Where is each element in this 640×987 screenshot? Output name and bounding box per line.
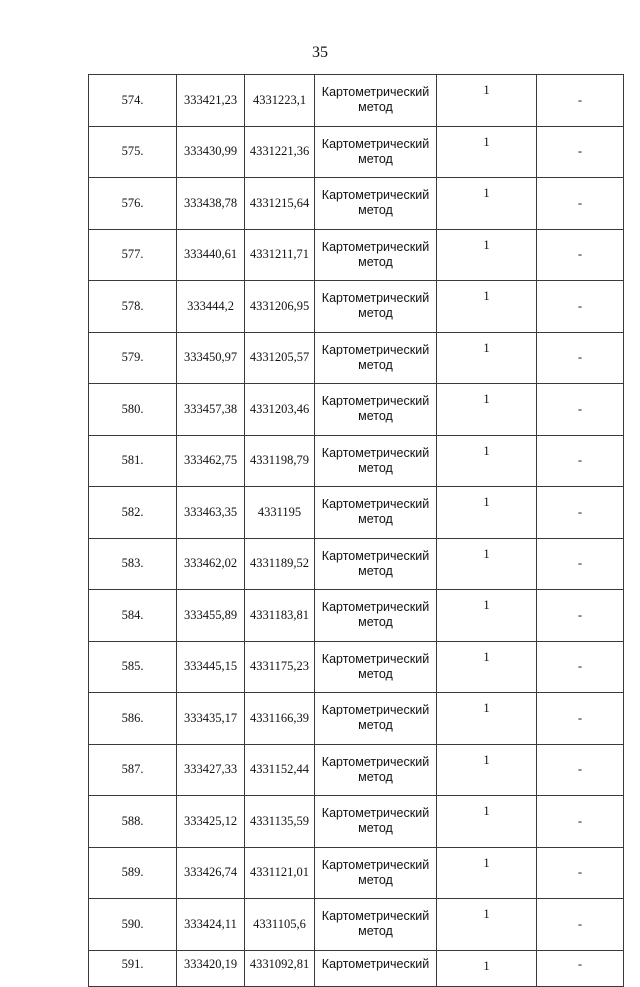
description-cell: - — [537, 847, 624, 899]
description-cell: - — [537, 75, 624, 127]
table-row — [89, 178, 624, 230]
x-coordinate-cell: 333426,74 — [177, 847, 245, 899]
page-number: 35 — [312, 44, 328, 61]
table-row — [89, 487, 624, 539]
x-coordinate-cell: 333455,89 — [177, 590, 245, 642]
method-cell: Картометрический метод — [315, 332, 437, 384]
method-cell: Картометрический метод — [315, 281, 437, 333]
table-row — [89, 538, 624, 590]
description-cell: - — [537, 435, 624, 487]
x-coordinate-cell: 333463,35 — [177, 487, 245, 539]
y-coordinate-cell: 4331198,79 — [245, 435, 315, 487]
x-coordinate-cell: 333421,23 — [177, 75, 245, 127]
y-coordinate-cell: 4331203,46 — [245, 384, 315, 436]
accuracy-cell: 1 — [437, 229, 537, 281]
accuracy-cell: 1 — [437, 75, 537, 127]
point-number-cell: 591. — [89, 950, 177, 986]
accuracy-cell: 1 — [437, 950, 537, 986]
x-coordinate-cell: 333462,75 — [177, 435, 245, 487]
point-number-cell: 589. — [89, 847, 177, 899]
method-cell: Картометрический метод — [315, 126, 437, 178]
point-number-cell: 583. — [89, 538, 177, 590]
method-cell: Картометрический метод — [315, 641, 437, 693]
y-coordinate-cell: 4331215,64 — [245, 178, 315, 230]
y-coordinate-cell: 4331205,57 — [245, 332, 315, 384]
method-cell: Картометрический метод — [315, 384, 437, 436]
method-cell: Картометрический метод — [315, 899, 437, 951]
coordinates-table — [88, 74, 624, 987]
description-cell: - — [537, 281, 624, 333]
point-number-cell: 588. — [89, 796, 177, 848]
method-cell: Картометрический метод — [315, 178, 437, 230]
table-row — [89, 796, 624, 848]
table-row — [89, 641, 624, 693]
point-number-cell: 578. — [89, 281, 177, 333]
point-number-cell: 579. — [89, 332, 177, 384]
description-cell: - — [537, 693, 624, 745]
accuracy-cell: 1 — [437, 487, 537, 539]
method-cell: Картометрический метод — [315, 229, 437, 281]
method-cell: Картометрический метод — [315, 796, 437, 848]
method-cell: Картометрический — [315, 950, 437, 986]
point-number-cell: 576. — [89, 178, 177, 230]
point-number-cell: 590. — [89, 899, 177, 951]
description-cell: - — [537, 126, 624, 178]
table-row — [89, 332, 624, 384]
x-coordinate-cell: 333440,61 — [177, 229, 245, 281]
x-coordinate-cell: 333457,38 — [177, 384, 245, 436]
description-cell: - — [537, 487, 624, 539]
table-row — [89, 590, 624, 642]
accuracy-cell: 1 — [437, 641, 537, 693]
y-coordinate-cell: 4331166,39 — [245, 693, 315, 745]
accuracy-cell: 1 — [437, 538, 537, 590]
table-row — [89, 847, 624, 899]
point-number-cell: 586. — [89, 693, 177, 745]
y-coordinate-cell: 4331152,44 — [245, 744, 315, 796]
y-coordinate-cell: 4331223,1 — [245, 75, 315, 127]
x-coordinate-cell: 333438,78 — [177, 178, 245, 230]
method-cell: Картометрический метод — [315, 487, 437, 539]
description-cell: - — [537, 538, 624, 590]
y-coordinate-cell: 4331221,36 — [245, 126, 315, 178]
table-row — [89, 281, 624, 333]
description-cell: - — [537, 590, 624, 642]
method-cell: Картометрический метод — [315, 538, 437, 590]
accuracy-cell: 1 — [437, 693, 537, 745]
accuracy-cell: 1 — [437, 126, 537, 178]
point-number-cell: 574. — [89, 75, 177, 127]
y-coordinate-cell: 4331135,59 — [245, 796, 315, 848]
table-row — [89, 384, 624, 436]
table-row — [89, 693, 624, 745]
accuracy-cell: 1 — [437, 744, 537, 796]
table-row — [89, 435, 624, 487]
description-cell: - — [537, 178, 624, 230]
y-coordinate-cell: 4331211,71 — [245, 229, 315, 281]
method-cell: Картометрический метод — [315, 744, 437, 796]
y-coordinate-cell: 4331092,81 — [245, 950, 315, 986]
table-row — [89, 75, 624, 127]
y-coordinate-cell: 4331105,6 — [245, 899, 315, 951]
y-coordinate-cell: 4331183,81 — [245, 590, 315, 642]
description-cell: - — [537, 950, 624, 986]
x-coordinate-cell: 333420,19 — [177, 950, 245, 986]
description-cell: - — [537, 744, 624, 796]
x-coordinate-cell: 333445,15 — [177, 641, 245, 693]
x-coordinate-cell: 333444,2 — [177, 281, 245, 333]
point-number-cell: 575. — [89, 126, 177, 178]
point-number-cell: 584. — [89, 590, 177, 642]
x-coordinate-cell: 333427,33 — [177, 744, 245, 796]
description-cell: - — [537, 641, 624, 693]
point-number-cell: 585. — [89, 641, 177, 693]
table-row — [89, 744, 624, 796]
accuracy-cell: 1 — [437, 332, 537, 384]
method-cell: Картометрический метод — [315, 693, 437, 745]
y-coordinate-cell: 4331189,52 — [245, 538, 315, 590]
x-coordinate-cell: 333450,97 — [177, 332, 245, 384]
x-coordinate-cell: 333462,02 — [177, 538, 245, 590]
x-coordinate-cell: 333424,11 — [177, 899, 245, 951]
x-coordinate-cell: 333425,12 — [177, 796, 245, 848]
method-cell: Картометрический метод — [315, 75, 437, 127]
description-cell: - — [537, 332, 624, 384]
description-cell: - — [537, 899, 624, 951]
coordinates-table-body — [89, 75, 624, 987]
method-cell: Картометрический метод — [315, 847, 437, 899]
description-cell: - — [537, 796, 624, 848]
accuracy-cell: 1 — [437, 847, 537, 899]
point-number-cell: 577. — [89, 229, 177, 281]
accuracy-cell: 1 — [437, 796, 537, 848]
description-cell: - — [537, 384, 624, 436]
y-coordinate-cell: 4331175,23 — [245, 641, 315, 693]
method-cell: Картометрический метод — [315, 590, 437, 642]
table-row — [89, 950, 624, 986]
accuracy-cell: 1 — [437, 281, 537, 333]
x-coordinate-cell: 333435,17 — [177, 693, 245, 745]
description-cell: - — [537, 229, 624, 281]
y-coordinate-cell: 4331206,95 — [245, 281, 315, 333]
y-coordinate-cell: 4331121,01 — [245, 847, 315, 899]
method-cell: Картометрический метод — [315, 435, 437, 487]
x-coordinate-cell: 333430,99 — [177, 126, 245, 178]
table-row — [89, 126, 624, 178]
point-number-cell: 581. — [89, 435, 177, 487]
accuracy-cell: 1 — [437, 384, 537, 436]
point-number-cell: 587. — [89, 744, 177, 796]
table-row — [89, 899, 624, 951]
accuracy-cell: 1 — [437, 899, 537, 951]
accuracy-cell: 1 — [437, 435, 537, 487]
y-coordinate-cell: 4331195 — [245, 487, 315, 539]
point-number-cell: 580. — [89, 384, 177, 436]
accuracy-cell: 1 — [437, 178, 537, 230]
table-row — [89, 229, 624, 281]
accuracy-cell: 1 — [437, 590, 537, 642]
point-number-cell: 582. — [89, 487, 177, 539]
